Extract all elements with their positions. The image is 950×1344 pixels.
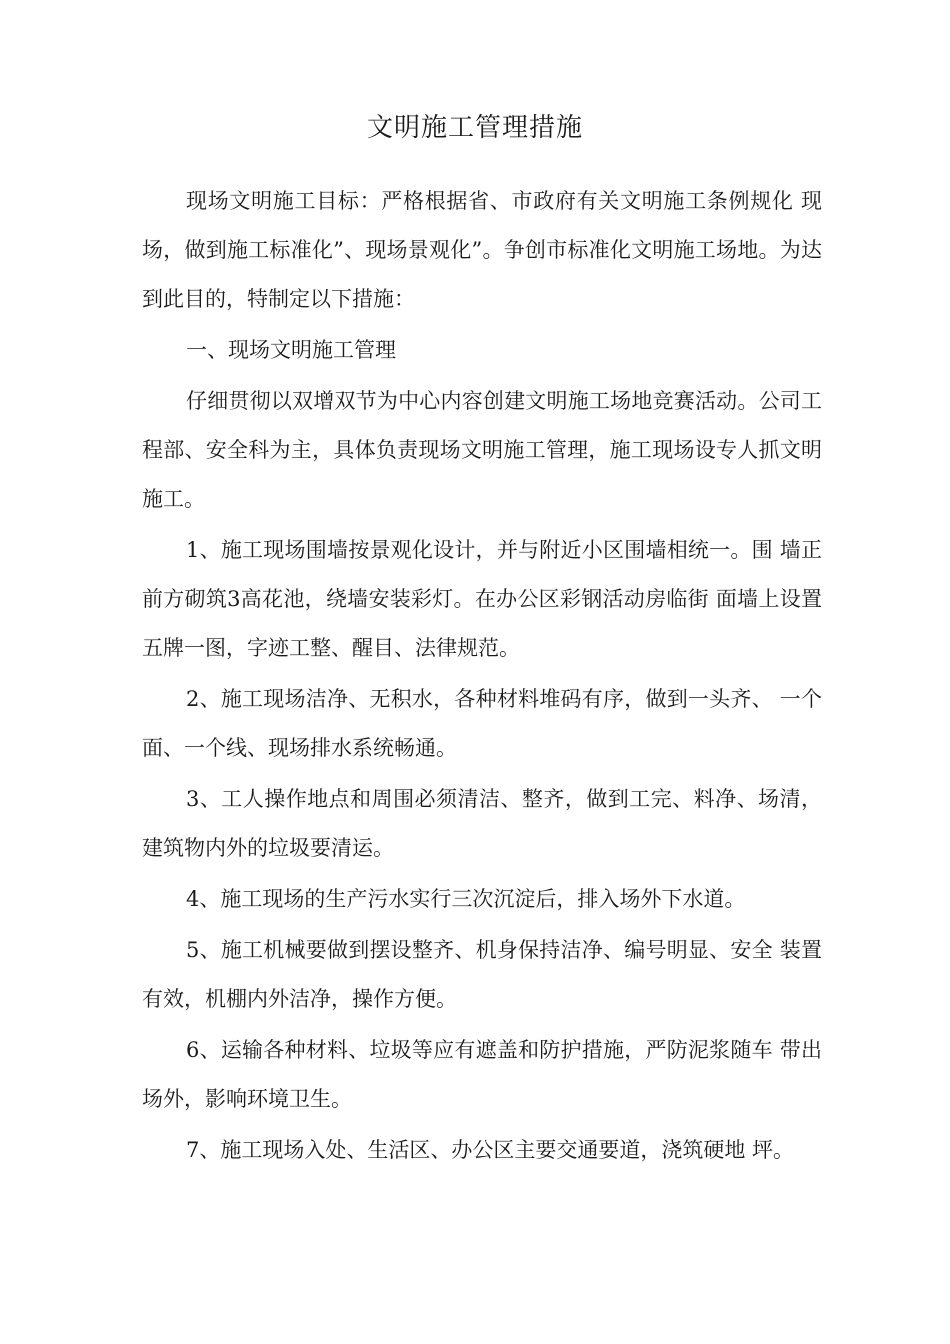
paragraph-item-4: 4、施工现场的生产污水实行三次沉淀后，排入场外下水道。 <box>186 887 746 911</box>
paragraph-management: 仔细贯彻以双增双节为中心内容创建文明施工场地竞赛活动。公司工 程部、安全科为主，具体负责现场文明施工管理，施工现场设专人抓文明施工。 <box>142 389 822 511</box>
paragraph-item-2: 2、施工现场洁净、无积水，各种材料堆码有序，做到一头齐、 一个面、一个线、现场排水系统畅通。 <box>142 687 822 760</box>
paragraph-goal: 现场文明施工目标：严格根据省、市政府有关文明施工条例规化 现场，做到施工标准化”、现场景观化”。争创市标准化文明施工场地。为达到此目的，特制定以下措施： <box>142 189 822 311</box>
paragraph-item-5: 5、施工机械要做到摆设整齐、机身保持洁净、编号明显、安全 装置有效，机棚内外洁净，操作方便。 <box>142 938 822 1011</box>
paragraph-item-6: 6、运输各种材料、垃圾等应有遮盖和防护措施，严防泥浆随车 带出场外，影响环境卫生。 <box>142 1038 822 1111</box>
paragraph-item-1: 1、施工现场围墙按景观化设计，并与附近小区围墙相统一。围 墙正前方砌筑3高花池，绕墙安装彩灯。在办公区彩钢活动房临街 面墙上设置五牌一图，字迹工整、醒目、法律规范。 <box>142 538 822 660</box>
section-heading: 一、现场文明施工管理 <box>186 338 396 362</box>
paragraph-item-7: 7、施工现场入处、生活区、办公区主要交通要道，浇筑硬地 坪。 <box>186 1138 795 1162</box>
paragraph-item-3: 3、工人操作地点和周围必须清洁、整齐，做到工完、料净、场清，建筑物内外的垃圾要清运。 <box>142 787 822 860</box>
document-body <box>142 177 822 1175</box>
document-title: 文明施工管理措施 <box>366 113 583 143</box>
